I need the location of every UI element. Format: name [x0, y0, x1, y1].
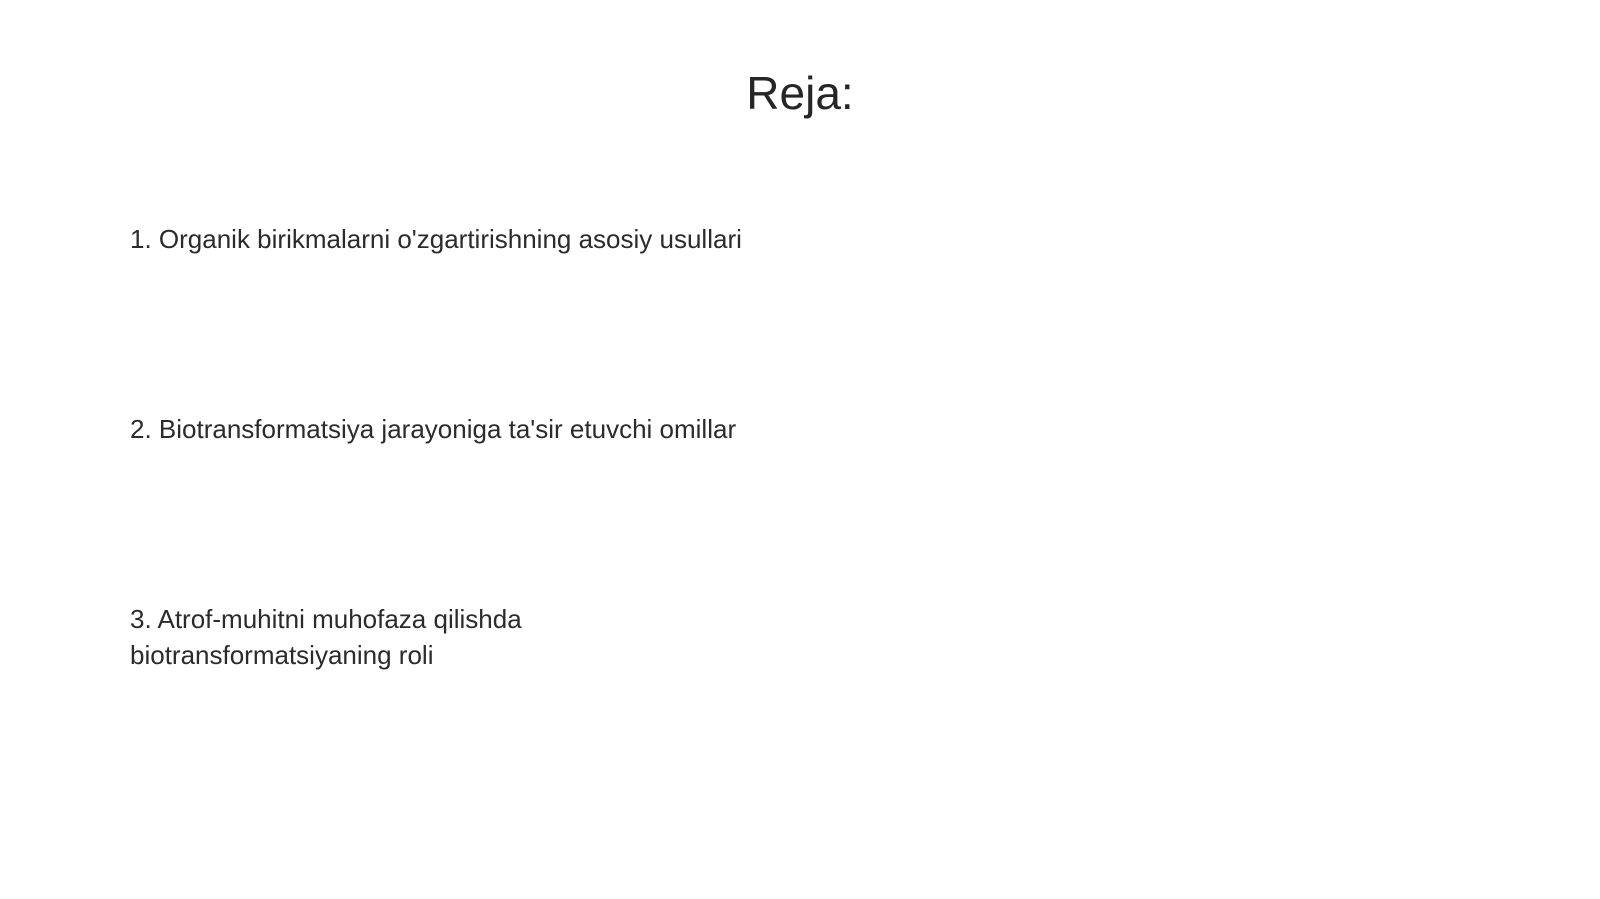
plan-item-1-text: 1. Organik birikmalarni o'zgartirishning asosiy usullari — [130, 224, 742, 254]
plan-item-3 — [130, 601, 522, 673]
plan-item-3-text-line-2: biotransformatsiyaning roli — [130, 640, 434, 670]
plan-item-3-text-line-1: 3. Atrof-muhitni muhofaza qilishda — [130, 604, 522, 634]
plan-item-1 — [130, 221, 742, 257]
slide-title: Reja: — [746, 67, 854, 119]
plan-item-2 — [130, 411, 736, 447]
plan-item-2-text: 2. Biotransformatsiya jarayoniga ta'sir etuvchi omillar — [130, 414, 737, 444]
